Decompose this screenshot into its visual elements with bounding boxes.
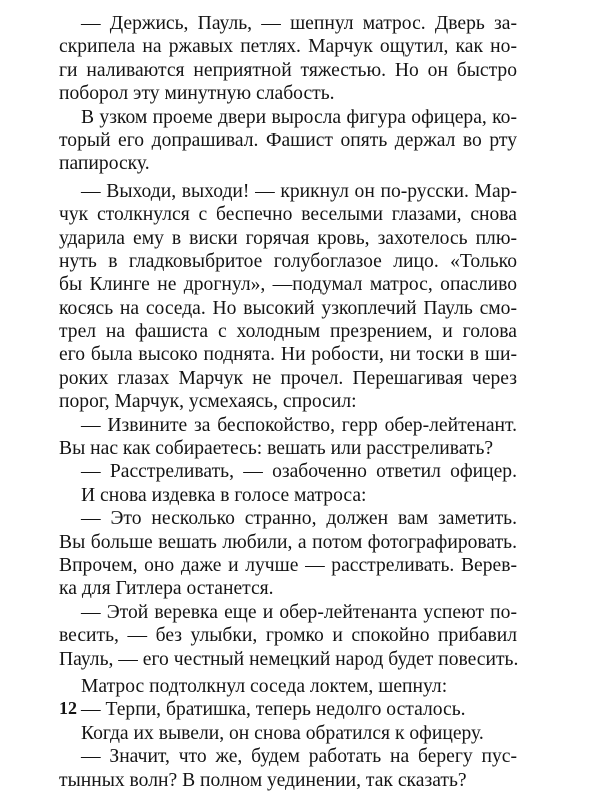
text-line: Вы нас как собираетесь: вешать или расстреливать?	[59, 438, 494, 460]
text-line: — Значит, что же, будем работать на берегу пус-	[81, 746, 517, 768]
text-line: скрипела на ржавых петлях. Марчук ощутил, как но-	[59, 36, 517, 58]
text-line: чук столкнулся с беспечно веселыми глазами, снова	[59, 204, 517, 226]
text-line: трел на фашиста с холодным презрением, и голова	[59, 321, 517, 343]
text-line: В узком проеме двери выросла фигура офицера, ко-	[81, 106, 517, 128]
text-line: ударила ему в виски горячая кровь, захотелось плю-	[59, 227, 517, 249]
text-line: его была высоко поднята. Ни робости, ни тоски в ши-	[59, 344, 517, 366]
text-line: Вы больше вешать любили, а потом фотографировать.	[59, 531, 517, 553]
text-line: роких глазах Марчук не прочел. Перешагивая через	[59, 367, 517, 389]
text-line: И снова издевка в голосе матроса:	[81, 484, 367, 506]
text-line: Впрочем, оно даже и лучше — расстреливать. Верев-	[59, 554, 517, 576]
text-line: — Расстреливать, — озабоченно ответил офицер.	[81, 461, 517, 483]
page-number: 12	[59, 698, 77, 718]
text-line: Матрос подтолкнул соседа локтем, шепнул:	[81, 675, 448, 697]
text-line: — Терпи, братишка, теперь недолго осталось.	[81, 699, 466, 721]
text-line: поборол эту минутную слабость.	[59, 83, 335, 105]
text-line: тынных волн? В полном уединении, так сказать?	[59, 769, 467, 791]
book-page-text	[59, 12, 517, 792]
text-line: торый его допрашивал. Фашист опять держал во рту	[59, 129, 517, 151]
text-line: папироску.	[59, 153, 150, 175]
text-line: Когда их вывели, он снова обратился к офицеру.	[81, 722, 484, 744]
text-line: нуть в гладковыбритое голубоглазое лицо. «Только	[59, 250, 517, 272]
text-line: ги наливаются неприятной тяжестью. Но он быстро	[59, 59, 517, 81]
text-line: порог, Марчук, усмехаясь, спросил:	[59, 391, 357, 413]
text-line: — Извините за беспокойство, герр обер-лейтенант.	[81, 414, 517, 436]
text-line: косясь на соседа. Но высокий узкоплечий Пауль смо-	[59, 297, 517, 319]
text-line: бы Клинге не дрогнул», —подумал матрос, опасливо	[59, 274, 517, 296]
text-line: Пауль, — его честный немецкий народ будет повесить.	[59, 648, 519, 670]
text-line: — Это несколько странно, должен вам заметить.	[81, 508, 517, 530]
text-line: — Этой веревка еще и обер-лейтенанта успеют по-	[81, 601, 517, 623]
text-line: — Держись, Пауль, — шепнул матрос. Дверь за-	[81, 13, 517, 34]
text-line: ка для Гитлера останется.	[59, 578, 274, 600]
text-line: весить, — без улыбки, громко и спокойно прибавил	[59, 625, 517, 647]
text-line: — Выходи, выходи! — крикнул он по-русски. Мар-	[81, 180, 517, 202]
